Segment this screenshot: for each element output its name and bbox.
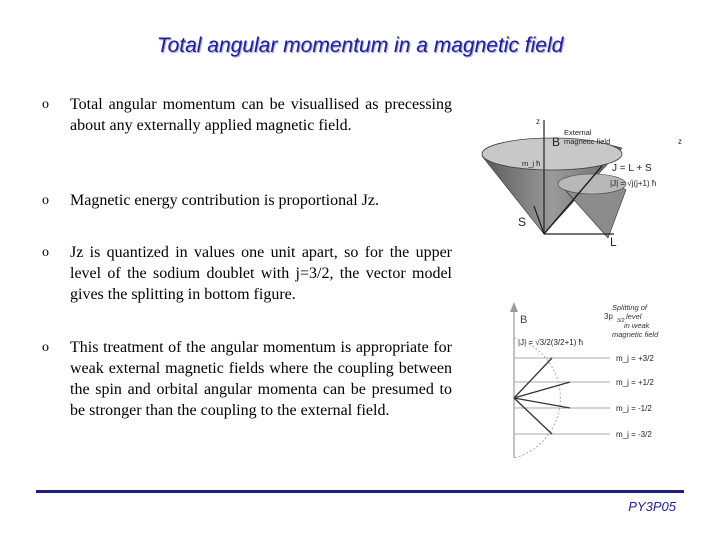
bullet-text: Jz is quantized in values one unit apart, so for the upper level of the sodium doublet with j=3/2, the vector model gives the splitting in bottom figure. <box>70 244 452 303</box>
field-arrowhead <box>510 302 518 312</box>
l-label: L <box>610 235 617 249</box>
bullet-item <box>42 242 452 305</box>
bullet-marker: o <box>42 97 49 112</box>
bullet-text: Total angular momentum can be visuallised as precessing about any externally applied magnetic field. <box>70 96 452 134</box>
z-axis-label-right: z <box>678 137 682 146</box>
bullet-text: This treatment of the angular momentum is appropriate for weak external magnetic fields where the coupling between the spin and orbital angular momenta can be presumed to be stronger than the coupling to the external field. <box>70 339 452 419</box>
bullet-marker: o <box>42 340 49 355</box>
field-label: B <box>552 135 561 149</box>
equation-j-magnitude: |J| = √j(j+1) ħ <box>610 179 657 188</box>
slide-title: Total angular momentum in a magnetic field <box>156 34 564 57</box>
caption-line-1: Splitting of <box>612 303 648 312</box>
bullet-text: Magnetic energy contribution is proportional Jz. <box>70 192 379 209</box>
equation-j-sum: J = L + S <box>612 163 652 174</box>
precession-arc <box>514 338 560 458</box>
field-caption-line-2: magnetic field <box>564 137 611 146</box>
z-axis-label: z <box>536 117 540 126</box>
precession-cone-figure <box>474 108 710 288</box>
level-label: m_j = +1/2 <box>616 378 654 387</box>
field-caption-line-1: External <box>564 128 592 137</box>
footer-course-code: PY3P05 <box>628 499 676 514</box>
caption-line-4: magnetic field <box>612 330 659 339</box>
footer-divider <box>36 490 684 493</box>
j-magnitude: |J| = √3/2(3/2+1) ħ <box>518 338 584 347</box>
mj-label: m_j ħ <box>522 159 541 168</box>
bullet-marker: o <box>42 245 49 260</box>
caption-level-subscript: 3/2 <box>617 318 625 324</box>
level-label: m_j = -1/2 <box>616 404 652 413</box>
level-label: m_j = -3/2 <box>616 430 652 439</box>
bullet-marker: o <box>42 193 49 208</box>
field-label: B <box>520 314 528 326</box>
caption-line-3: in weak <box>624 321 650 330</box>
bullet-item <box>42 337 452 421</box>
mj-splitting-figure <box>480 298 700 460</box>
level-label: m_j = +3/2 <box>616 354 654 363</box>
bullet-item <box>42 190 452 211</box>
caption-line-2: level <box>626 312 642 321</box>
bullet-item <box>42 94 452 136</box>
caption-level: 3p <box>604 312 613 321</box>
s-label: S <box>518 215 527 229</box>
